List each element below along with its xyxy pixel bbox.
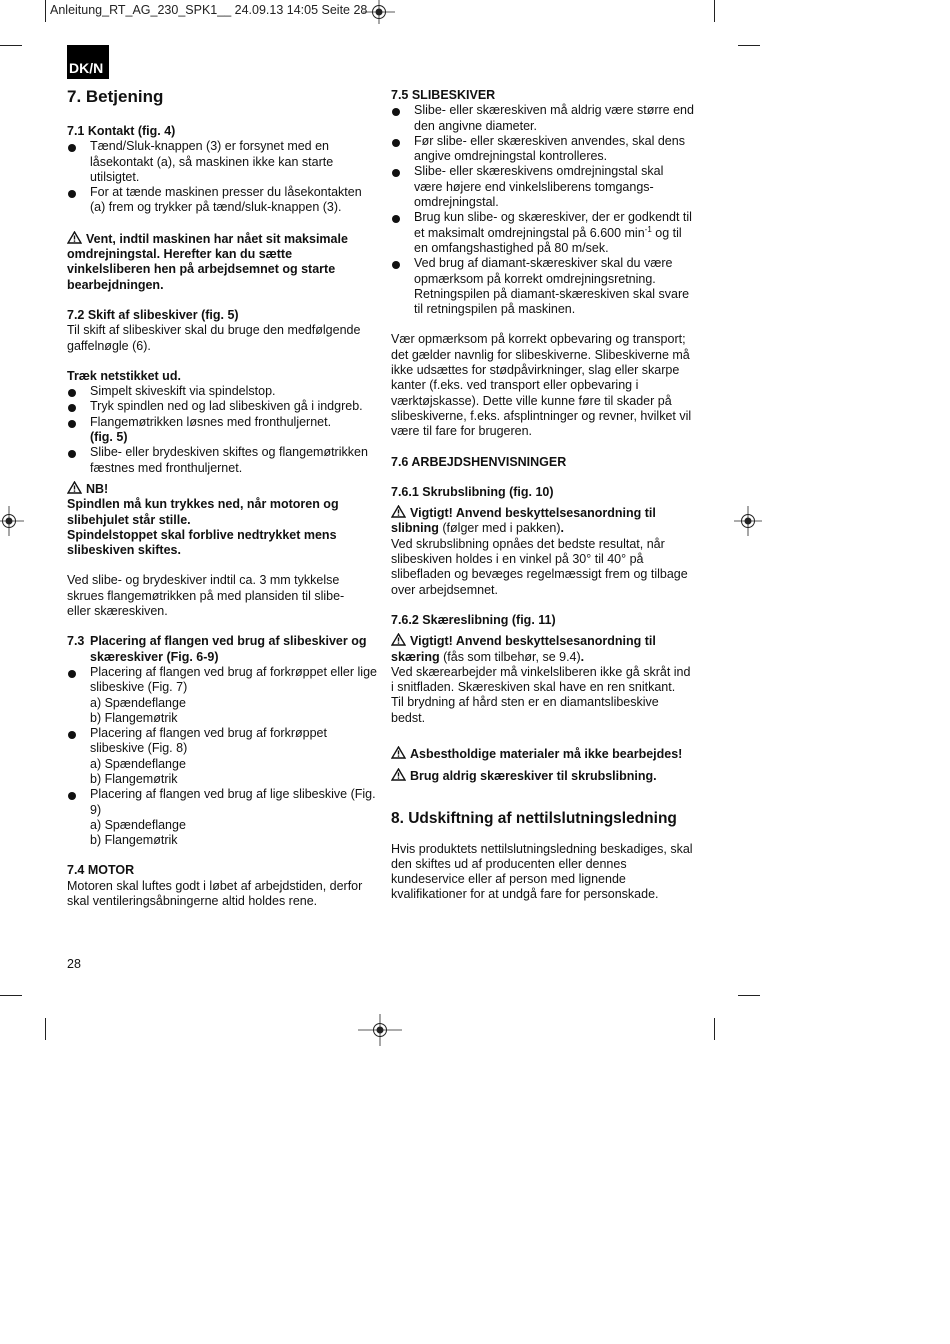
warning-icon: [391, 746, 406, 759]
subsection-heading: 7.6 ARBEJDSHENVISNINGER: [391, 454, 567, 469]
crop-mark: [45, 0, 46, 22]
subsection-heading: 7.3 Placering af flangen ved brug af slibeskiver og skæreskiver (Fig. 6-9): [67, 634, 367, 664]
language-tag: DK/N: [67, 45, 109, 79]
bullet-icon: [68, 420, 76, 428]
paragraph: Til brydning af hård sten er en diamantslibeskive bedst.: [391, 695, 659, 725]
bullet-icon: [68, 670, 76, 678]
paragraph: Motoren skal luftes godt i løbet af arbejdstiden, derfor skal ventileringsåbningerne altid holdes rene.: [67, 878, 363, 909]
crop-mark: [738, 995, 760, 996]
paragraph: Ved skrubslibning opnåes det bedste resultat, når slibeskiven holdes i en vinkel på 30° til 40° på slibefladen og bevæges regelmæssigt frem og tilbage over arbejdsemnet.: [391, 536, 688, 597]
page-number: 28: [67, 957, 81, 971]
instruction-heading: Træk netstikket ud.: [67, 368, 181, 383]
warning-icon: [67, 231, 82, 244]
list-item: Tryk spindlen ned og lad slibeskiven gå i indgreb.: [67, 399, 377, 414]
list-item: Før slibe- eller skæreskiven anvendes, skal dens angive omdrejningstal kontrolleres.: [391, 134, 695, 165]
subsection-heading: 7.5 SLIBESKIVER: [391, 88, 496, 102]
bullet-icon: [392, 261, 400, 269]
section-title: 7. Betjening: [67, 87, 164, 106]
bullet-icon: [392, 169, 400, 177]
bullet-icon: [392, 108, 400, 116]
list-item: Slibe- eller brydeskiven skiftes og flangemøtrikken fæstnes med fronthuljernet.: [67, 445, 377, 476]
subsection-heading: 7.4 MOTOR: [67, 863, 135, 878]
warning-text: Spindelstoppet skal forblive nedtrykket mens slibeskiven skiftes.: [67, 527, 337, 558]
subsection-heading: 7.1 Kontakt (fig. 4): [67, 124, 176, 138]
registration-mark-icon: [358, 1014, 402, 1046]
list-item: Placering af flangen ved brug af lige slibeskive (Fig. 9) a) Spændeflange b) Flangemøtrik: [67, 787, 377, 848]
crop-mark: [45, 1018, 46, 1040]
warning-note: NB!: [67, 481, 377, 497]
bullet-icon: [68, 450, 76, 458]
list-item: Flangemøtrikken løsnes med fronthuljernet. (fig. 5): [67, 415, 377, 446]
bullet-icon: [68, 190, 76, 198]
list-item: Brug kun slibe- og skæreskiver, der er godkendt til et maksimalt omdrejningstal på 6.600 $\min^{-1}$ og til en omfangshastighed på 80 m/sek.: [391, 210, 695, 256]
warning-note: Vigtigt! Anvend beskyttelsesanordning til skæring (fås som tilbehør, se 9.4).: [391, 634, 656, 664]
bullet-icon: [68, 389, 76, 397]
paragraph: Til skift af slibeskiver skal du bruge den medfølgende gaffelnøgle (6).: [67, 323, 361, 353]
paragraph: Ved skærearbejder må vinkelsliberen ikke gå skråt ind i snitfladen. Skæreskiven skal have en ren snitkant.: [391, 664, 691, 695]
warning-note: Vigtigt! Anvend beskyttelsesanordning til slibning (følger med i pakken).: [391, 506, 656, 536]
bullet-icon: [68, 731, 76, 739]
list-item: Placering af flangen ved brug af forkrøppet slibeskive (Fig. 8) a) Spændeflange b) Flangemøtrik: [67, 726, 377, 787]
warning-text: Spindlen må kun trykkes ned, når motoren og slibehjulet står stille.: [67, 497, 339, 527]
list-item: Placering af flangen ved brug af forkrøppet eller lige slibeskive (Fig. 7) a) Spændeflange b) Flangemøtrik: [67, 665, 377, 726]
list-item: Slibe- eller skæreskivens omdrejningstal skal være højere end vinkelsliberens tomgangs-omdrejningstal.: [391, 164, 695, 210]
paragraph: Vær opmærksom på korrekt opbevaring og transport; det gælder navnlig for slibeskiverne. Slibeskiverne må ikke udsættes for stødpåvirkninger, slag eller skarpe kanter (f.eks. ved transport eller opbevaring i værktøjskasse). Dette ville kunne føre til skader på slibeskiverne, f.eks. afsplintninger og revner, hvilket vil være til fare for brugeren.: [391, 332, 692, 439]
warning-icon: [67, 481, 82, 494]
list-item: Slibe- eller skæreskiven må aldrig være større end den angivne diameter.: [391, 103, 695, 134]
registration-mark-icon: [0, 506, 24, 536]
right-column: [391, 88, 695, 903]
subsection-heading: 7.6.2 Skæreslibning (fig. 11): [391, 612, 556, 627]
left-column: [67, 87, 377, 909]
warning-icon: [391, 768, 406, 781]
paragraph: Ved slibe- og brydeskiver indtil ca. 3 mm tykkelse skrues flangemøtrikken på med plansiden til slibe- eller skæreskiven.: [67, 573, 345, 619]
list-item: Simpelt skiveskift via spindelstop.: [67, 384, 377, 399]
crop-mark: [738, 45, 760, 46]
warning-note: Vent, indtil maskinen har nået sit maksimale omdrejningstal. Herefter kan du sætte vinkelsliberen hen på arbejdsemnet og starte bearbejdningen.: [67, 231, 348, 292]
registration-mark-icon: [734, 506, 762, 536]
registration-mark-icon: [363, 0, 395, 24]
list-item: Ved brug af diamant-skæreskiver skal du være opmærksom på korrekt omdrejningsretning. Retningspilen på diamant-skæreskiven skal svare til retningspilen på maskinen.: [391, 256, 695, 317]
subsection-heading: 7.2 Skift af slibeskiver (fig. 5): [67, 307, 239, 322]
bullet-icon: [392, 139, 400, 147]
print-header: Anleitung_RT_AG_230_SPK1__ 24.09.13 14:05 Seite 28: [50, 3, 368, 17]
list-item: For at tænde maskinen presser du låsekontakten (a) frem og trykker på tænd/sluk-knappen (3).: [67, 185, 377, 216]
warning-icon: [391, 505, 406, 518]
warning-note: Brug aldrig skæreskiver til skrubslibning.: [391, 768, 695, 784]
paragraph: Hvis produktets nettilslutningsledning beskadiges, skal den skiftes ud af producenten eller dennes kundeservice eller af person med lignende kvalifikationer for at undgå fare for personskade.: [391, 841, 693, 902]
crop-mark: [714, 0, 715, 22]
bullet-icon: [68, 144, 76, 152]
subsection-heading: 7.6.1 Skrubslibning (fig. 10): [391, 484, 554, 499]
warning-icon: [391, 633, 406, 646]
bullet-icon: [392, 215, 400, 223]
section-title: 8. Udskiftning af nettilslutningsledning: [391, 809, 677, 827]
warning-note: Asbestholdige materialer må ikke bearbejdes!: [391, 746, 695, 762]
crop-mark: [714, 1018, 715, 1040]
bullet-icon: [68, 792, 76, 800]
crop-mark: [0, 45, 22, 46]
bullet-icon: [68, 404, 76, 412]
list-item: Tænd/Sluk-knappen (3) er forsynet med en låsekontakt (a), så maskinen ikke kan starte utilsigtet.: [67, 139, 377, 185]
crop-mark: [0, 995, 22, 996]
